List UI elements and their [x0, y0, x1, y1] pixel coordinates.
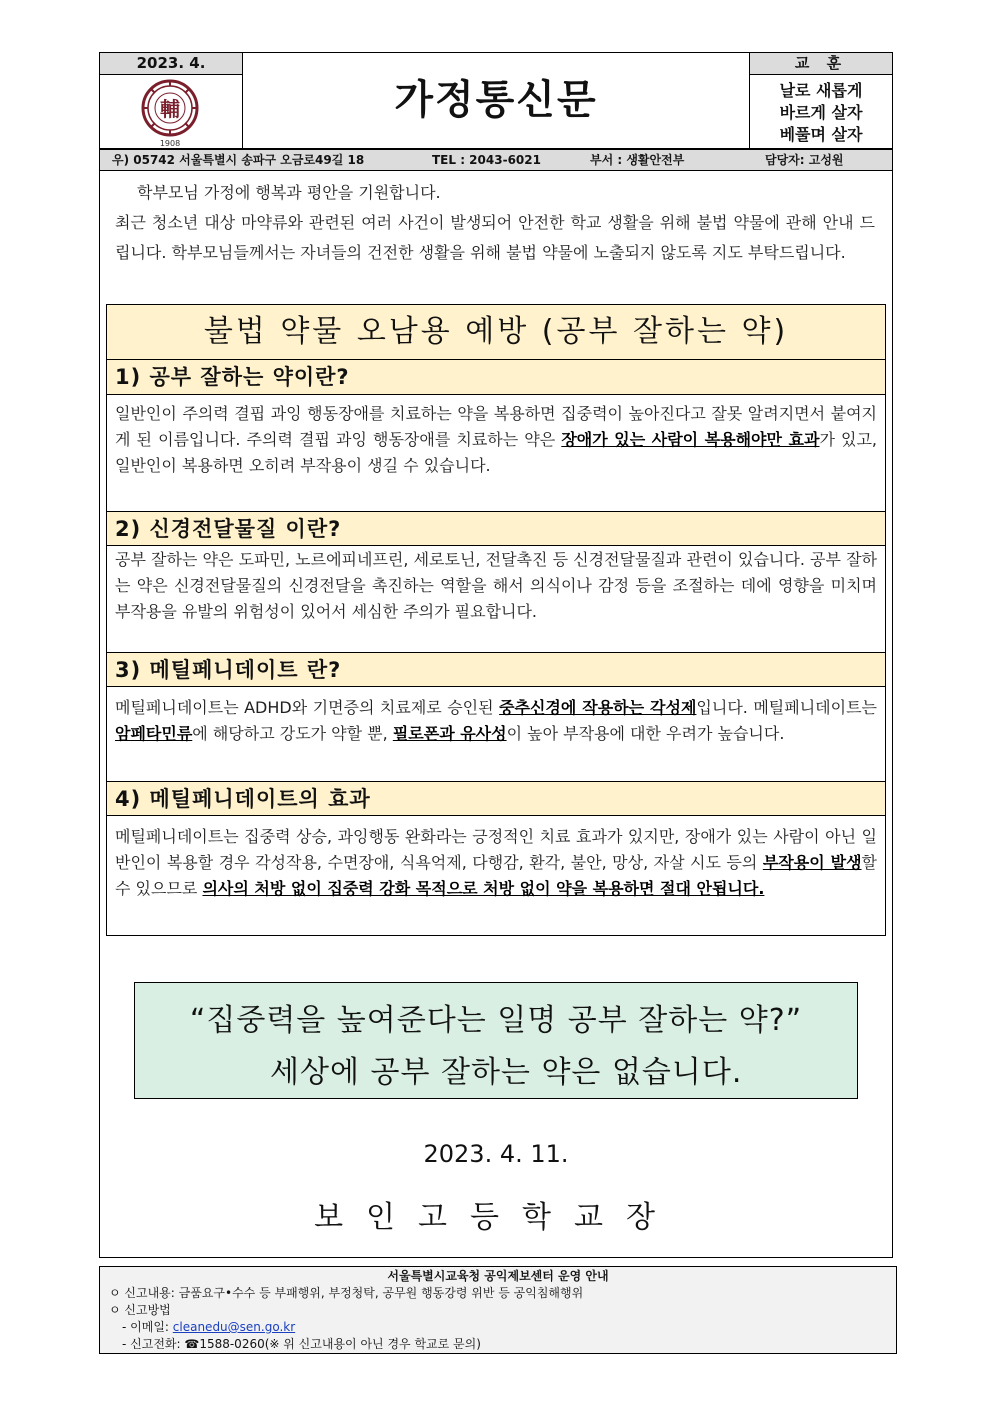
section-heading-1: 1) 공부 잘하는 약이란? — [107, 360, 885, 395]
intro-body: 최근 청소년 대상 마약류와 관련된 여러 사건이 발생되어 안전한 학교 생활을 위해 불법 약물에 관해 안내 드립니다. 학부모님들께서는 자녀들의 건전한 생활을 위해 불법 약물에 노출되지 않도록 지도 부탁드립니다. — [115, 213, 875, 262]
emphasis-text: 부작용이 발생 — [762, 853, 862, 872]
footer-phone: - 신고전화: ☎1588-0260(※ 위 신고내용이 아닌 경우 학교로 문의) — [122, 1337, 481, 1351]
callout-answer: 세상에 공부 잘하는 약은 없습니다. — [270, 1055, 743, 1090]
footer-email-row: - 이메일: cleanedu@sen.go.kr — [122, 1320, 296, 1334]
section-body-4: 메틸페니데이트는 집중력 상승, 과잉행동 완화라는 긍정적인 치료 효과가 있지만, 장애가 있는 사람이 아닌 일반인이 복용할 경우 각성작용, 수면장애, 식욕억제, 다행감, 환각, 불안, 망상, 자살 시도 등의 부작용이 발생할 수 있으므로 의사의 처방 없이 집중력 강화 목적으로 처방 없이 약을 복용하면 절대 안됩니다. — [115, 827, 877, 898]
callout-question: “집중력을 높여준다는 일명 공부 잘하는 약?” — [189, 1003, 803, 1038]
motto-line: 베풀며 살자 — [779, 125, 863, 144]
address-bar — [99, 149, 893, 171]
callout-box — [134, 982, 858, 1099]
school-tel: TEL : 2043-6021 — [432, 153, 541, 167]
school-address: 우) 05742 서울특별시 송파구 오금로49길 18 — [112, 153, 365, 167]
emphasis-text: 필로폰과 유사성 — [392, 724, 507, 743]
info-box — [106, 304, 886, 936]
emphasis-text: 암페타민류 — [115, 724, 193, 743]
motto-heading: 교 훈 — [749, 52, 893, 75]
contact-person: 담당자: 고성원 — [765, 153, 844, 167]
section-body-2: 공부 잘하는 약은 도파민, 노르에피네프린, 세로토닌, 전달촉진 등 신경전달물질과 관련이 있습니다. 공부 잘하는 약은 신경전달물질의 신경전달을 촉진하는 역할을 해서 의식이나 감정 등을 조절하는 데에 영향을 미치며 부작용을 유발의 위험성이 있어서 세심한 주의가 필요합니다. — [115, 550, 877, 621]
section-body-3: 메틸페니데이트는 ADHD와 기면증의 치료제로 승인된 중추신경에 작용하는 각성제입니다. 메틸페니데이트는 암페타민류에 해당하고 강도가 약할 뿐, 필로폰과 유사성이 높아 부작용에 대한 우려가 높습니다. — [115, 698, 877, 743]
section-body-1: 일반인이 주의력 결핍 과잉 행동장애를 치료하는 약을 복용하면 집중력이 높아진다고 잘못 알려지면서 붙여지게 된 이름입니다. 주의력 결핍 과잉 행동장애를 치료하는 약은 장애가 있는 사람이 복용해야만 효과가 있고, 일반인이 복용하면 오히려 부작용이 생길 수 있습니다. — [115, 404, 877, 475]
school-emblem-icon — [100, 75, 242, 148]
emphasis-text: 중추신경에 작용하는 각성제 — [499, 698, 697, 717]
principal-signature: 보인고등학교장 — [314, 1200, 678, 1235]
footer-title: 서울특별시교육청 공익제보센터 운영 안내 — [387, 1269, 609, 1283]
emphasis-text: 의사의 처방 없이 집중력 강화 목적으로 처방 없이 약을 복용하면 절대 안됩니다. — [202, 879, 765, 898]
emblem-year: 1908 — [159, 139, 181, 148]
section-heading-2: 2) 신경전달물질 이란? — [107, 511, 885, 546]
section-heading-4: 4) 메틸페니데이트의 효과 — [107, 781, 885, 816]
footer-report-method: ㅇ 신고방법 — [109, 1303, 171, 1317]
intro-greeting: 학부모님 가정에 행복과 평안을 기원합니다. — [137, 183, 441, 202]
section-heading-3: 3) 메틸페니데이트 란? — [107, 652, 885, 687]
info-main-title: 불법 약물 오남용 예방 (공부 잘하는 약) — [107, 305, 885, 360]
email-link[interactable]: cleanedu@sen.go.kr — [172, 1320, 296, 1334]
header-date: 2023. 4. — [99, 52, 243, 75]
emphasis-text: 장애가 있는 사람이 복용해야만 효과 — [561, 430, 820, 449]
motto-line: 날로 새롭게 — [779, 81, 863, 100]
whistleblower-footer — [99, 1266, 897, 1354]
motto-box — [749, 74, 893, 149]
issue-date: 2023. 4. 11. — [423, 1140, 569, 1168]
department: 부서 : 생활안전부 — [590, 153, 685, 167]
intro-text — [115, 178, 875, 268]
school-logo-cell — [99, 74, 243, 149]
motto-line: 바르게 살자 — [779, 103, 863, 122]
footer-report-content: ㅇ 신고내용: 금품요구•수수 등 부패행위, 부정청탁, 공무원 행동강령 위반 등 공익침해행위 — [109, 1286, 584, 1300]
emblem-char: 輔 — [160, 97, 180, 121]
page-title: 가정통신문 — [242, 52, 750, 149]
